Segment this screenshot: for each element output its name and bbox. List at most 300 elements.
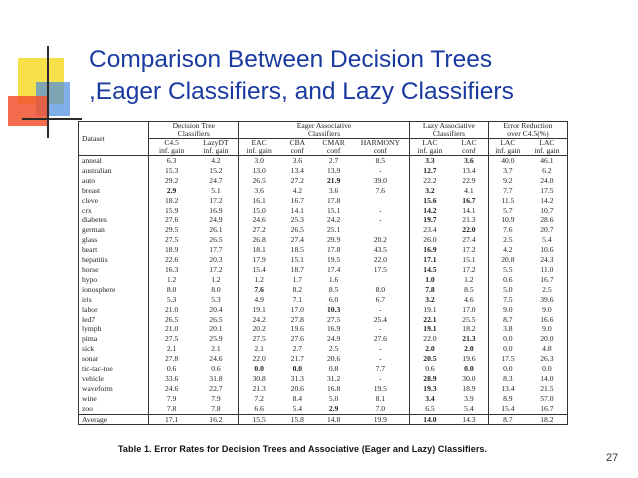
- subcolumn-header: inf. gain: [203, 147, 229, 155]
- value-cell: 22.6: [149, 255, 194, 265]
- value-cell: 8.3: [488, 374, 526, 384]
- value-cell: 26.5: [209, 314, 223, 324]
- dataset-name-cell: anneal: [82, 156, 102, 165]
- value-cell: 10.7: [540, 205, 554, 215]
- value-cell: 6.6: [239, 404, 280, 414]
- value-cell: 25.3: [290, 215, 304, 225]
- value-cell: 1.2: [211, 274, 221, 284]
- value-cell: 10.3: [326, 304, 341, 314]
- value-cell: 14.1: [462, 205, 476, 215]
- value-cell: 3.3: [409, 156, 450, 166]
- value-cell: 16.7: [540, 274, 554, 284]
- eager-header-line-2: Classifiers: [239, 130, 410, 139]
- value-cell: 11.5: [488, 196, 526, 206]
- value-cell: 15.4: [239, 265, 280, 275]
- value-cell: 17.4: [326, 264, 341, 274]
- value-cell: 31.2: [326, 373, 341, 383]
- page-number: 27: [606, 452, 619, 464]
- value-cell: 5.3: [149, 295, 194, 305]
- value-cell: 25.9: [209, 334, 223, 344]
- table-row: [79, 344, 568, 354]
- slide-title: [89, 44, 629, 108]
- value-cell: 17.9: [239, 255, 280, 265]
- value-cell: 19.1: [409, 324, 450, 334]
- value-cell: 5.3: [211, 294, 221, 304]
- value-cell: 29.2: [149, 176, 194, 186]
- table-subcolumn-header-row: [79, 147, 568, 156]
- value-cell: 19.6: [290, 324, 304, 334]
- value-cell: 11.0: [540, 264, 554, 274]
- value-cell: 5.1: [211, 185, 221, 195]
- value-cell: 24.9: [209, 215, 223, 225]
- value-cell: 16.8: [326, 383, 341, 393]
- value-cell: 27.4: [462, 235, 476, 245]
- column-header: EAC: [239, 139, 280, 148]
- value-cell: 16.6: [540, 314, 554, 324]
- value-cell: 27.6: [373, 334, 387, 344]
- table-row: [79, 305, 568, 315]
- value-cell: [352, 196, 410, 206]
- value-cell: 19.5: [326, 255, 341, 265]
- value-cell: 19.1: [239, 305, 280, 315]
- value-cell: 7.2: [239, 394, 280, 404]
- value-cell: 10.9: [488, 215, 526, 225]
- table-row: [79, 374, 568, 384]
- table-average-row: [79, 414, 568, 425]
- column-header: LAC: [409, 139, 450, 148]
- table-row: [79, 166, 568, 176]
- table-row: [79, 215, 568, 225]
- value-cell: 29.5: [149, 225, 194, 235]
- value-cell: 18.7: [290, 264, 304, 274]
- dataset-name-cell: breast: [82, 185, 101, 195]
- value-cell: 8.0: [211, 284, 221, 294]
- value-cell: 2.1: [149, 344, 194, 354]
- value-cell: 3.7: [488, 166, 526, 176]
- value-cell: 17.0: [290, 304, 304, 314]
- decision-tree-header: Decision Tree: [149, 122, 239, 131]
- dataset-name-cell: waveform: [82, 383, 113, 393]
- value-cell: 24.9: [326, 334, 341, 344]
- value-cell: 16.9: [409, 245, 450, 255]
- dataset-name-cell: vehicle: [82, 373, 104, 383]
- table-row: [79, 354, 568, 364]
- table-row: [79, 176, 568, 186]
- value-cell: 15.3: [149, 166, 194, 176]
- table-row: [79, 255, 568, 265]
- dataset-name-cell: ionosphere: [82, 284, 116, 294]
- value-cell: 25.5: [462, 314, 476, 324]
- value-cell: 29.9: [326, 235, 341, 245]
- error-reduction-header: Error Reduction: [488, 122, 567, 131]
- value-cell: 4.6: [464, 294, 474, 304]
- value-cell: 28.9: [409, 374, 450, 384]
- value-cell: 22.0: [239, 354, 280, 364]
- value-cell: 22.0: [373, 255, 387, 265]
- value-cell: 17.2: [462, 245, 476, 255]
- value-cell: 0.8: [328, 364, 339, 374]
- value-cell: 2.5: [328, 344, 339, 354]
- value-cell: 19.6: [462, 354, 476, 364]
- table-row: [79, 394, 568, 404]
- value-cell: 21.3: [239, 384, 280, 394]
- value-cell: 14.5: [409, 265, 450, 275]
- table-row: [79, 334, 568, 344]
- value-cell: 0.0: [488, 344, 526, 354]
- dataset-name-cell: heart: [82, 245, 98, 255]
- value-cell: 20.1: [209, 324, 223, 334]
- value-cell: -: [379, 354, 382, 364]
- value-cell: 17.2: [209, 195, 223, 205]
- value-cell: 7.5: [488, 295, 526, 305]
- value-cell: 20.5: [409, 354, 450, 364]
- decorative-vertical-line: [47, 46, 49, 138]
- value-cell: 28.6: [540, 215, 554, 225]
- value-cell: 10.6: [540, 245, 554, 255]
- value-cell: 9.0: [488, 305, 526, 315]
- value-cell: 7.8: [409, 285, 450, 295]
- value-cell: 8.5: [328, 284, 339, 294]
- value-cell: 15.0: [239, 206, 280, 216]
- table-row: [79, 295, 568, 305]
- value-cell: 17.7: [209, 245, 223, 255]
- value-cell: 26.3: [540, 354, 554, 364]
- value-cell: 12.7: [409, 166, 450, 176]
- value-cell: 17.2: [462, 264, 476, 274]
- value-cell: 6.0: [328, 294, 339, 304]
- dataset-name-cell: glass: [82, 235, 98, 245]
- value-cell: 24.0: [540, 175, 554, 185]
- average-value-cell: 8.7: [488, 414, 526, 425]
- value-cell: 4.9: [239, 295, 280, 305]
- value-cell: 1.2: [239, 275, 280, 285]
- table-row: [79, 384, 568, 394]
- value-cell: 7.9: [149, 394, 194, 404]
- value-cell: 20.2: [373, 235, 387, 245]
- value-cell: 57.0: [540, 393, 554, 403]
- value-cell: 2.9: [328, 403, 339, 413]
- decorative-horizontal-line: [22, 118, 82, 120]
- subcolumn-header: conf: [290, 147, 305, 155]
- decorative-red-square: [8, 96, 48, 126]
- value-cell: 2.0: [464, 344, 474, 354]
- subcolumn-header: inf. gain: [534, 147, 560, 155]
- value-cell: 5.7: [488, 206, 526, 216]
- value-cell: 31.3: [290, 373, 304, 383]
- dataset-name-cell: sick: [82, 344, 95, 354]
- average-label-cell: Average: [82, 414, 108, 424]
- table-row: [79, 265, 568, 275]
- value-cell: 18.9: [149, 245, 194, 255]
- value-cell: 21.3: [462, 215, 476, 225]
- value-cell: 9.0: [542, 324, 552, 334]
- value-cell: 27.5: [149, 235, 194, 245]
- value-cell: 1.2: [464, 274, 474, 284]
- value-cell: 19.7: [409, 215, 450, 225]
- value-cell: 3.2: [409, 186, 450, 196]
- value-cell: 0.0: [542, 364, 552, 374]
- value-cell: 33.6: [149, 374, 194, 384]
- value-cell: 27.8: [290, 314, 304, 324]
- column-header: LAC: [539, 138, 555, 147]
- table-group-header-row-1: [79, 122, 568, 131]
- value-cell: 1.7: [292, 274, 303, 284]
- value-cell: 5.4: [292, 403, 303, 413]
- dataset-name-cell: sonar: [82, 354, 99, 364]
- value-cell: 5.0: [328, 393, 339, 403]
- table-row: [79, 404, 568, 414]
- value-cell: 0.0: [464, 364, 474, 374]
- value-cell: 22.9: [462, 175, 476, 185]
- value-cell: 9.2: [488, 176, 526, 186]
- average-value-cell: 15.8: [290, 414, 304, 424]
- value-cell: 24.6: [239, 215, 280, 225]
- dataset-name-cell: crx: [82, 205, 92, 215]
- value-cell: 18.2: [149, 196, 194, 206]
- value-cell: 13.9: [326, 165, 341, 175]
- value-cell: 17.1: [409, 255, 450, 265]
- dataset-name-cell: hepatitis: [82, 255, 108, 265]
- error-rate-table: [78, 121, 568, 425]
- value-cell: [352, 225, 410, 235]
- value-cell: 27.6: [290, 334, 304, 344]
- value-cell: 18.5: [290, 245, 304, 255]
- value-cell: 15.4: [488, 404, 526, 414]
- value-cell: 39.6: [540, 294, 554, 304]
- value-cell: 5.4: [464, 403, 474, 413]
- value-cell: 39.0: [373, 175, 387, 185]
- value-cell: 7.6: [375, 185, 386, 195]
- value-cell: 27.2: [290, 175, 304, 185]
- value-cell: 21.0: [149, 305, 194, 315]
- value-cell: 7.7: [375, 364, 386, 374]
- value-cell: 26.5: [149, 315, 194, 325]
- value-cell: 2.7: [328, 156, 339, 165]
- value-cell: 27.5: [239, 334, 280, 344]
- dataset-name-cell: horse: [82, 264, 99, 274]
- value-cell: 16.9: [326, 324, 341, 334]
- value-cell: 27.2: [239, 225, 280, 235]
- value-cell: 7.1: [292, 294, 303, 304]
- average-value-cell: 16.2: [209, 414, 223, 424]
- eager-header: Eager Associative: [239, 122, 410, 131]
- dataset-name-cell: german: [82, 225, 105, 235]
- table-column-header-row: [79, 139, 568, 148]
- value-cell: 6.2: [542, 165, 552, 175]
- value-cell: 26.0: [409, 235, 450, 245]
- value-cell: 27.4: [290, 235, 304, 245]
- value-cell: 20.3: [209, 255, 223, 265]
- value-cell: 20.4: [209, 304, 223, 314]
- value-cell: 19.3: [409, 384, 450, 394]
- value-cell: 8.0: [149, 285, 194, 295]
- subcolumn-header: conf: [373, 147, 388, 155]
- value-cell: 20.2: [239, 324, 280, 334]
- value-cell: 6.5: [409, 404, 450, 414]
- table-caption: Table 1. Error Rates for Decision Trees and Associative (Eager and Lazy) Classifiers.: [118, 444, 488, 454]
- value-cell: 1.2: [149, 275, 194, 285]
- value-cell: 0.6: [409, 364, 450, 374]
- table-group-header-row-2: [79, 130, 568, 139]
- column-header: CBA: [289, 138, 306, 147]
- value-cell: 13.4: [462, 165, 476, 175]
- value-cell: 17.0: [462, 304, 476, 314]
- lazy-header-line-2: Classifiers: [409, 130, 488, 139]
- value-cell: 2.9: [149, 186, 194, 196]
- decision-tree-header-line-2: Classifiers: [149, 130, 239, 139]
- dataset-name-cell: australian: [82, 165, 112, 175]
- table-row: [79, 235, 568, 245]
- table-body: [79, 156, 568, 425]
- value-cell: -: [379, 205, 382, 215]
- value-cell: -: [379, 215, 382, 225]
- value-cell: 4.8: [542, 344, 552, 354]
- value-cell: 30.8: [239, 374, 280, 384]
- value-cell: 7.9: [211, 393, 221, 403]
- table-row: [79, 315, 568, 325]
- value-cell: 3.2: [409, 295, 450, 305]
- value-cell: 2.0: [409, 344, 450, 354]
- value-cell: 18.2: [462, 324, 476, 334]
- value-cell: 25.4: [373, 314, 387, 324]
- value-cell: 21.5: [540, 383, 554, 393]
- value-cell: 17.8: [326, 195, 341, 205]
- value-cell: 5.4: [542, 235, 552, 245]
- value-cell: [352, 275, 410, 285]
- value-cell: 31.8: [209, 373, 223, 383]
- average-value-cell: 18.2: [540, 414, 554, 424]
- value-cell: 8.5: [464, 284, 474, 294]
- value-cell: 16.9: [209, 205, 223, 215]
- value-cell: 21.9: [326, 175, 341, 185]
- value-cell: -: [379, 344, 382, 354]
- value-cell: 26.1: [209, 225, 223, 235]
- value-cell: 1.6: [328, 274, 339, 284]
- dataset-name-cell: iris: [82, 294, 92, 304]
- value-cell: 3.9: [464, 393, 474, 403]
- value-cell: 8.7: [488, 315, 526, 325]
- value-cell: -: [379, 373, 382, 383]
- value-cell: 3.4: [409, 394, 450, 404]
- value-cell: 2.5: [542, 284, 552, 294]
- value-cell: 4.2: [488, 245, 526, 255]
- value-cell: 20.8: [488, 255, 526, 265]
- table-row: [79, 156, 568, 166]
- value-cell: 24.3: [540, 255, 554, 265]
- average-value-cell: 14.8: [326, 414, 341, 424]
- table-row: [79, 206, 568, 216]
- average-value-cell: 14.3: [462, 414, 476, 424]
- value-cell: 26.8: [239, 235, 280, 245]
- value-cell: 23.4: [409, 225, 450, 235]
- value-cell: 26.5: [290, 225, 304, 235]
- dataset-name-cell: lymph: [82, 324, 102, 334]
- value-cell: 14.2: [540, 195, 554, 205]
- dataset-header: Dataset: [82, 133, 105, 143]
- value-cell: 24.6: [149, 384, 194, 394]
- value-cell: 5.0: [488, 285, 526, 295]
- value-cell: 7.0: [375, 403, 386, 413]
- average-value-cell: 14.0: [409, 414, 450, 425]
- value-cell: 1.0: [409, 275, 450, 285]
- value-cell: 0.6: [488, 275, 526, 285]
- value-cell: 0.0: [239, 364, 280, 374]
- value-cell: 20.7: [540, 225, 554, 235]
- value-cell: 24.2: [326, 215, 341, 225]
- column-header: LazyDT: [203, 138, 229, 147]
- value-cell: 0.0: [292, 364, 303, 374]
- column-header: HARMONY: [360, 138, 400, 147]
- value-cell: 27.6: [149, 215, 194, 225]
- average-value-cell: 15.5: [239, 414, 280, 425]
- value-cell: 15.1: [326, 205, 341, 215]
- value-cell: 43.5: [373, 245, 387, 255]
- value-cell: 3.6: [239, 186, 280, 196]
- value-cell: 21.7: [290, 354, 304, 364]
- value-cell: 5.5: [488, 265, 526, 275]
- value-cell: -: [379, 165, 382, 175]
- value-cell: 15.1: [290, 255, 304, 265]
- value-cell: 8.9: [488, 394, 526, 404]
- subcolumn-header: conf: [462, 147, 476, 155]
- value-cell: 7.8: [211, 403, 221, 413]
- value-cell: 22.7: [209, 383, 223, 393]
- value-cell: 8.1: [375, 393, 386, 403]
- value-cell: 9.0: [542, 304, 552, 314]
- value-cell: 14.1: [290, 205, 304, 215]
- value-cell: 18.9: [462, 383, 476, 393]
- value-cell: 16.7: [540, 403, 554, 413]
- value-cell: 16.1: [239, 196, 280, 206]
- value-cell: 21.0: [149, 324, 194, 334]
- value-cell: 2.7: [292, 344, 303, 354]
- value-cell: 19.5: [373, 383, 387, 393]
- value-cell: 15.2: [209, 165, 223, 175]
- value-cell: 8.5: [375, 156, 386, 165]
- value-cell: 3.8: [488, 324, 526, 334]
- value-cell: 15.1: [462, 255, 476, 265]
- value-cell: 3.6: [328, 185, 339, 195]
- value-cell: 21.3: [462, 334, 476, 344]
- value-cell: 22.1: [409, 315, 450, 325]
- value-cell: 13.4: [290, 165, 304, 175]
- value-cell: -: [379, 304, 382, 314]
- value-cell: 0.0: [488, 334, 526, 344]
- value-cell: 3.6: [292, 156, 303, 165]
- value-cell: 6.3: [149, 156, 194, 166]
- dataset-name-cell: wine: [82, 393, 97, 403]
- dataset-name-cell: tic-tac-toe: [82, 364, 113, 374]
- column-header: LAC: [488, 139, 526, 148]
- value-cell: 0.6: [149, 364, 194, 374]
- value-cell: 27.5: [149, 334, 194, 344]
- value-cell: 30.0: [462, 373, 476, 383]
- value-cell: 7.6: [488, 225, 526, 235]
- value-cell: 15.9: [149, 206, 194, 216]
- value-cell: -: [379, 324, 382, 334]
- error-reduction-header-line-2: over C4.5(%): [488, 130, 567, 139]
- value-cell: 26.5: [209, 235, 223, 245]
- value-cell: 16.7: [462, 195, 476, 205]
- dataset-name-cell: led7: [82, 314, 96, 324]
- value-cell: 7.8: [149, 404, 194, 414]
- value-cell: 24.2: [239, 315, 280, 325]
- slide-title-line-1: Comparison Between Decision Trees: [89, 46, 493, 73]
- value-cell: 24.7: [209, 175, 223, 185]
- value-cell: 8.4: [292, 393, 303, 403]
- dataset-name-cell: cleve: [82, 195, 99, 205]
- value-cell: 3.0: [239, 156, 280, 166]
